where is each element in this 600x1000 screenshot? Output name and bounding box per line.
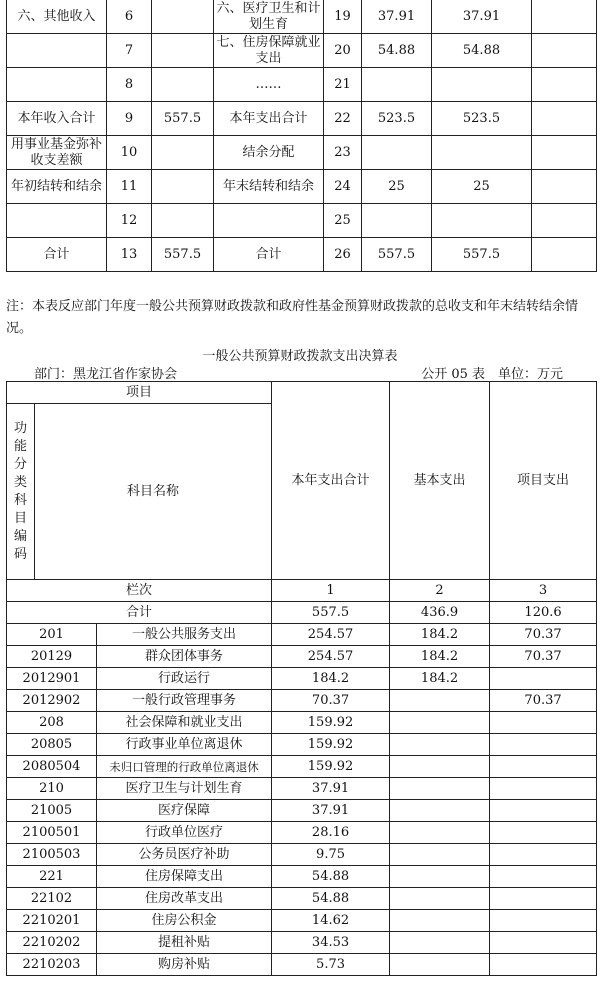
cell-project [490,932,597,954]
cell-name: 医疗卫生与计划生育 [97,778,272,800]
cell-h [532,136,597,170]
table-row [7,800,597,822]
cell-d: 本年支出合计 [214,102,324,136]
cell-code: 2210203 [7,954,97,976]
cell-project [490,800,597,822]
cell-a: 合计 [7,238,107,272]
cell-g [432,68,532,102]
cell-basic [390,866,490,888]
table-row [7,204,597,238]
cell-g: 523.5 [432,102,532,136]
cell-total: 184.2 [272,668,390,690]
cell-name: 行政事业单位离退休 [97,734,272,756]
table-row [7,888,597,910]
cell-project: 70.37 [490,646,597,668]
cell-code: 2100501 [7,822,97,844]
cell-basic [390,800,490,822]
table-row [7,102,597,136]
cell-code: 2210201 [7,910,97,932]
cell-basic [390,778,490,800]
table-row [7,844,597,866]
cell-code: 210 [7,778,97,800]
table-row [7,690,597,712]
table-row [7,866,597,888]
table-row [7,34,597,68]
cell-code: 2012902 [7,690,97,712]
cell-basic [390,822,490,844]
cell-name: 住房保障支出 [97,866,272,888]
cell-e: 23 [324,136,362,170]
total-amount: 557.5 [272,602,390,624]
cell-g: 54.88 [432,34,532,68]
cell-e: 22 [324,102,362,136]
cell-project [490,668,597,690]
cell-basic [390,844,490,866]
table-row [7,712,597,734]
cell-d: 六、医疗卫生和计划生育 [214,0,324,34]
table-row [7,624,597,646]
cell-total: 159.92 [272,734,390,756]
cell-code: 20805 [7,734,97,756]
table-row [7,954,597,976]
cell-f: 557.5 [362,238,432,272]
cell-basic [390,756,490,778]
cell-a [7,68,107,102]
cell-name: 群众团体事务 [97,646,272,668]
cell-d: 结余分配 [214,136,324,170]
cell-a [7,204,107,238]
cell-e: 25 [324,204,362,238]
cell-h [532,0,597,34]
cell-h [532,34,597,68]
cell-d: …… [214,68,324,102]
total-basic: 436.9 [390,602,490,624]
cell-a: 本年收入合计 [7,102,107,136]
cell-b: 10 [107,136,152,170]
header-func-code: 功能分类科目编码 [7,404,35,580]
cell-c: 557.5 [152,102,214,136]
cell-b: 8 [107,68,152,102]
cell-b: 9 [107,102,152,136]
cell-basic [390,888,490,910]
cell-project [490,822,597,844]
cell-b: 6 [107,0,152,34]
cell-total: 37.91 [272,800,390,822]
cell-total: 28.16 [272,822,390,844]
cell-a: 用事业基金弥补收支差额 [7,136,107,170]
col-num-3: 3 [490,580,597,602]
cell-code: 20129 [7,646,97,668]
cell-total: 5.73 [272,954,390,976]
cell-f: 54.88 [362,34,432,68]
cell-name: 住房改革支出 [97,888,272,910]
cell-c [152,136,214,170]
cell-project [490,734,597,756]
cell-a: 年初结转和结余 [7,170,107,204]
col-num-1: 1 [272,580,390,602]
cell-project: 70.37 [490,624,597,646]
table-note: 注：本表反应部门年度一般公共预算财政拨款和政府性基金预算财政拨款的总收支和年末结转结余情况。 [6,299,579,336]
table-row [7,756,597,778]
income-expense-table [6,0,597,272]
table-row [7,170,597,204]
cell-c [152,204,214,238]
cell-code: 201 [7,624,97,646]
cell-code: 221 [7,866,97,888]
cell-c: 557.5 [152,238,214,272]
total-label: 合计 [7,602,272,624]
cell-code: 2012901 [7,668,97,690]
table-row [7,822,597,844]
cell-basic [390,954,490,976]
cell-name: 住房公积金 [97,910,272,932]
table-row [7,646,597,668]
cell-g: 37.91 [432,0,532,34]
table-row [7,0,597,34]
cell-name: 公务员医疗补助 [97,844,272,866]
cell-name: 未归口管理的行政单位离退休 [97,756,272,778]
table-row [7,734,597,756]
cell-total: 37.91 [272,778,390,800]
table-title: 一般公共预算财政拨款支出决算表 [202,349,398,364]
header-subject-name: 科目名称 [35,404,272,580]
cell-f [362,136,432,170]
cell-code: 21005 [7,800,97,822]
cell-f: 25 [362,170,432,204]
cell-total: 54.88 [272,888,390,910]
cell-name: 医疗保障 [97,800,272,822]
cell-basic [390,712,490,734]
table-row [7,910,597,932]
cell-f: 37.91 [362,0,432,34]
cell-total: 34.53 [272,932,390,954]
cell-g [432,204,532,238]
cell-code: 2210202 [7,932,97,954]
cell-e: 26 [324,238,362,272]
cell-d: 合计 [214,238,324,272]
cell-c [152,34,214,68]
row-number-label: 栏次 [7,580,272,602]
header-project-exp: 项目支出 [490,382,597,580]
cell-d: 七、住房保障就业支出 [214,34,324,68]
cell-g: 557.5 [432,238,532,272]
cell-project [490,756,597,778]
cell-code: 208 [7,712,97,734]
cell-basic [390,690,490,712]
cell-total: 9.75 [272,844,390,866]
cell-a: 六、其他收入 [7,0,107,34]
department-label: 部门：黑龙江省作家协会 [34,367,178,382]
cell-f: 523.5 [362,102,432,136]
cell-name: 一般行政管理事务 [97,690,272,712]
cell-code: 2100503 [7,844,97,866]
cell-name: 行政运行 [97,668,272,690]
cell-total: 254.57 [272,646,390,668]
cell-project [490,866,597,888]
cell-d [214,204,324,238]
header-project: 项目 [7,382,272,404]
header-total: 本年支出合计 [272,382,390,580]
cell-a [7,34,107,68]
cell-c [152,170,214,204]
table-row [7,668,597,690]
cell-e: 20 [324,34,362,68]
cell-e: 21 [324,68,362,102]
cell-name: 行政单位医疗 [97,822,272,844]
cell-project [490,778,597,800]
publish-info: 公开 05 表 单位：万元 [421,367,563,382]
total-project: 120.6 [490,602,597,624]
cell-total: 159.92 [272,712,390,734]
table-row [7,136,597,170]
cell-basic [390,932,490,954]
cell-basic: 184.2 [390,624,490,646]
cell-project [490,910,597,932]
expenditure-table [6,381,597,976]
cell-project [490,954,597,976]
cell-name: 购房补贴 [97,954,272,976]
cell-g: 25 [432,170,532,204]
cell-f [362,68,432,102]
cell-c [152,0,214,34]
col-num-2: 2 [390,580,490,602]
cell-total: 70.37 [272,690,390,712]
cell-code: 22102 [7,888,97,910]
cell-name: 社会保障和就业支出 [97,712,272,734]
cell-project [490,888,597,910]
table-row [7,932,597,954]
cell-name: 提租补贴 [97,932,272,954]
cell-basic [390,734,490,756]
header-basic: 基本支出 [390,382,490,580]
table-row [7,68,597,102]
cell-h [532,102,597,136]
cell-basic: 184.2 [390,646,490,668]
cell-h [532,68,597,102]
cell-project [490,712,597,734]
cell-e: 24 [324,170,362,204]
cell-h [532,204,597,238]
cell-c [152,68,214,102]
cell-d: 年末结转和结余 [214,170,324,204]
cell-b: 13 [107,238,152,272]
cell-f [362,204,432,238]
cell-total: 159.92 [272,756,390,778]
cell-b: 12 [107,204,152,238]
cell-total: 54.88 [272,866,390,888]
cell-project [490,844,597,866]
cell-g [432,136,532,170]
cell-code: 2080504 [7,756,97,778]
cell-total: 254.57 [272,624,390,646]
cell-basic: 184.2 [390,668,490,690]
cell-name: 一般公共服务支出 [97,624,272,646]
cell-b: 7 [107,34,152,68]
cell-total: 14.62 [272,910,390,932]
cell-b: 11 [107,170,152,204]
table-row [7,778,597,800]
cell-project: 70.37 [490,690,597,712]
cell-basic [390,910,490,932]
table-row [7,238,597,272]
cell-e: 19 [324,0,362,34]
cell-h [532,238,597,272]
cell-h [532,170,597,204]
